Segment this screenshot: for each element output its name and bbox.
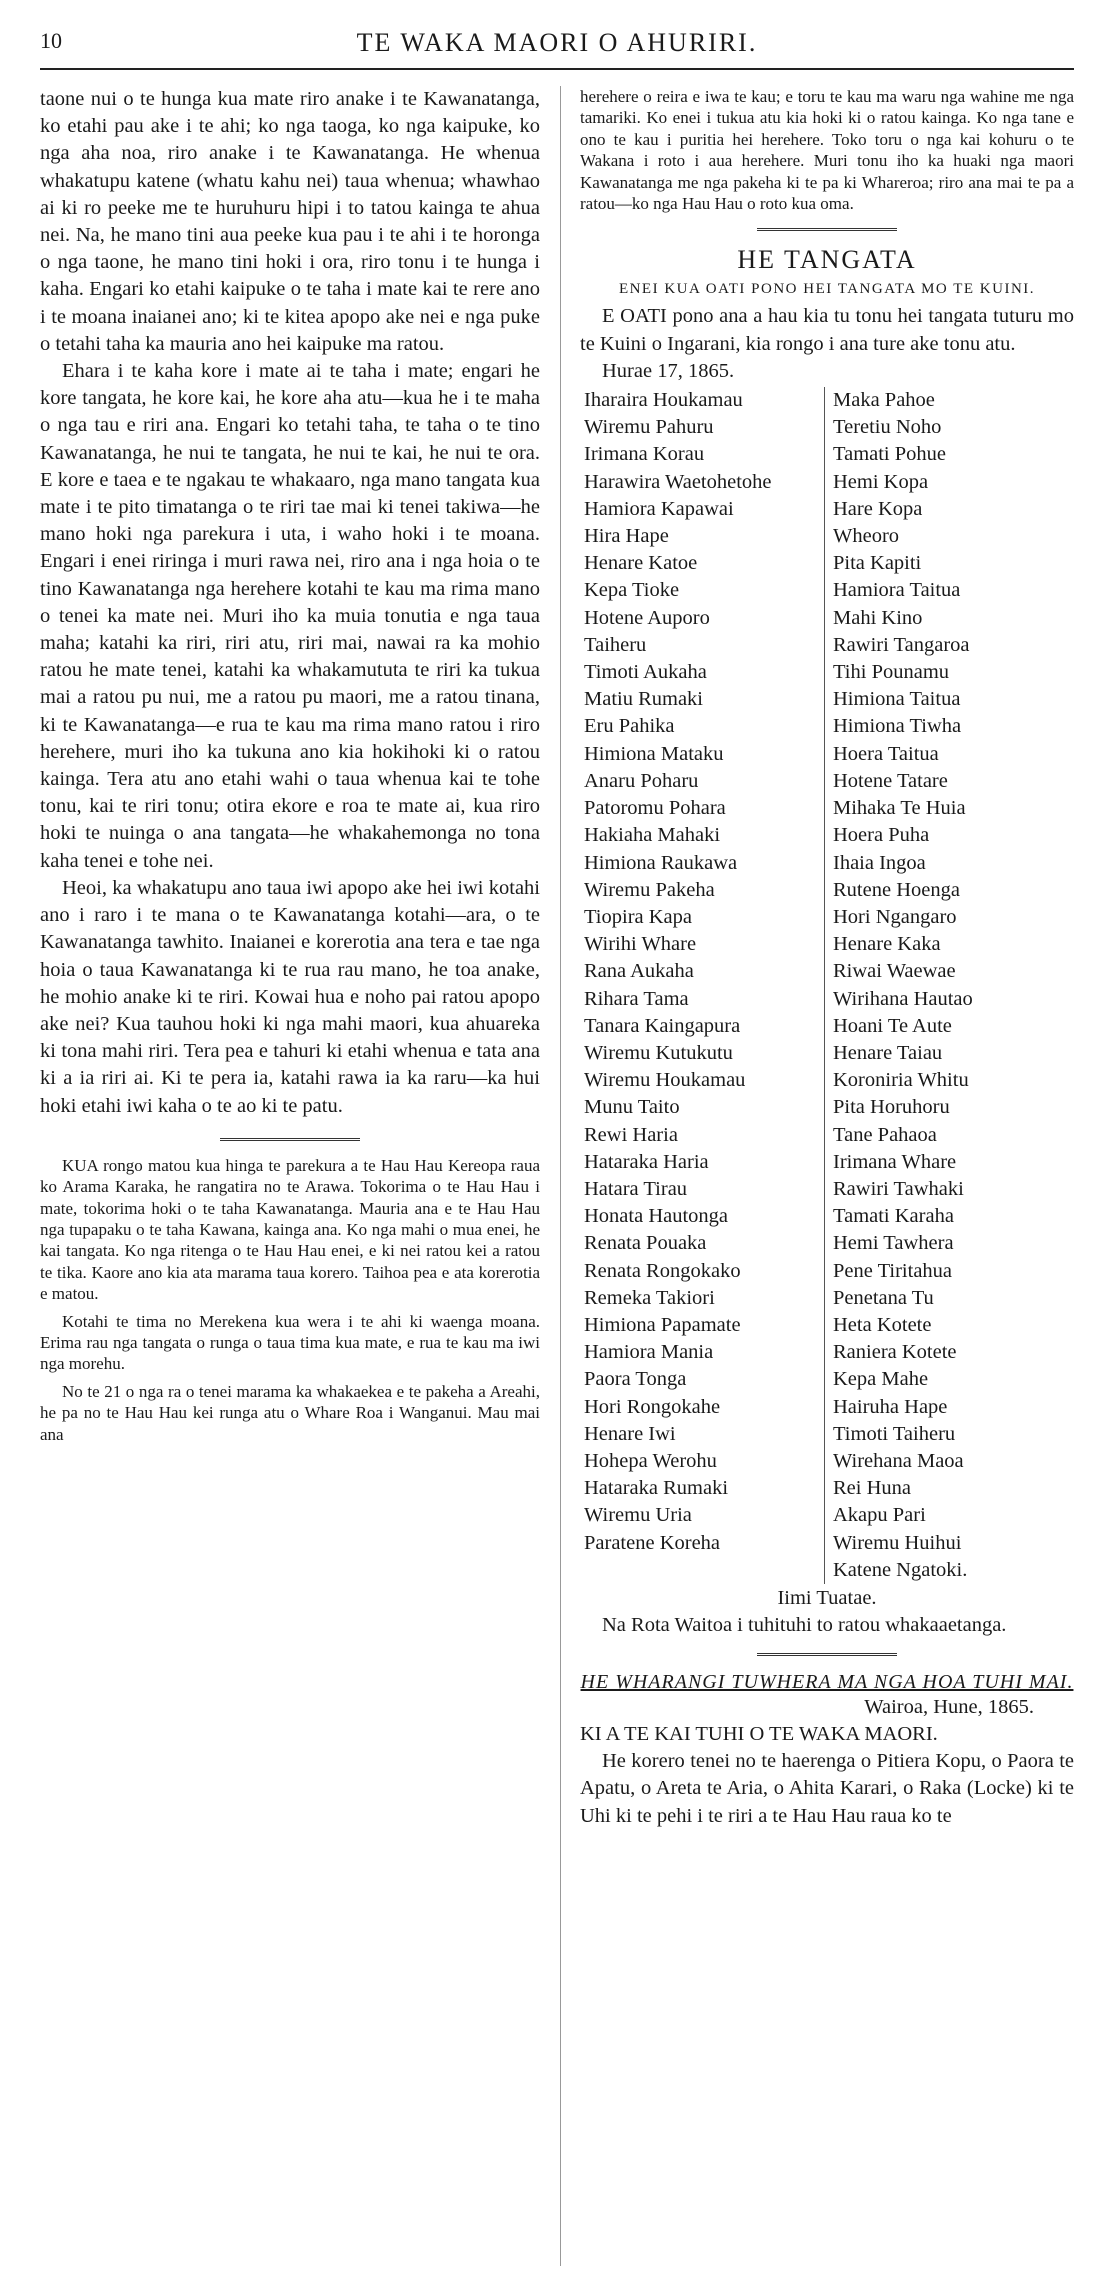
signatory-name: Mihaka Te Huia xyxy=(833,797,966,820)
letter-dateline: Wairoa, Hune, 1865. xyxy=(864,1696,1034,1719)
signatory-name: Tane Pahaoa xyxy=(833,1123,937,1146)
signatory-name: Taiheru xyxy=(584,633,647,656)
signatory-name: Akapu Pari xyxy=(833,1504,926,1527)
signatory-name: Henare Taiau xyxy=(833,1041,943,1064)
signatory-name: Hohepa Werohu xyxy=(584,1449,717,1472)
signatory-name: Katene Ngatoki. xyxy=(833,1558,968,1581)
oath-date: Hurae 17, 1865. xyxy=(602,359,735,382)
signatory-name: Rihara Tama xyxy=(584,987,689,1010)
signatory-name: Maka Pahoe xyxy=(833,389,935,412)
signatory-name: Hataraka Haria xyxy=(584,1150,709,1173)
signatory-name: Anaru Poharu xyxy=(584,769,699,792)
signatory-name: Hori Rongokahe xyxy=(584,1395,721,1418)
signatory-name: Renata Pouaka xyxy=(584,1232,707,1255)
signatory-name: Hamiora Taitua xyxy=(833,579,961,602)
signatory-name: Wiremu Pakeha xyxy=(584,878,715,901)
signatory-name: Tiopira Kapa xyxy=(584,905,692,928)
right-column xyxy=(580,86,1074,1830)
signatory-name: Timoti Taiheru xyxy=(833,1422,956,1445)
oath-heading: HE TANGATA xyxy=(737,245,917,275)
signatory-name: Hakiaha Mahaki xyxy=(584,824,721,847)
signatory-name: Renata Rongokako xyxy=(584,1259,741,1282)
signatory-name: Wheoro xyxy=(833,525,900,548)
signatory-name: Hoera Puha xyxy=(833,824,930,847)
signatory-name: Hemi Tawhera xyxy=(833,1232,954,1255)
news-item: No te 21 o nga ra o tenei marama ka whakaekea e te pakeha a Areahi, he pa no te Hau Hau kei runga atu o Whare Roa i Wanganui. Mau mai ana xyxy=(40,1381,540,1444)
signatory-name: Iharaira Houkamau xyxy=(584,389,743,412)
signatory-name: Rawiri Tawhaki xyxy=(833,1177,964,1200)
article-paragraph: Ehara i te kaha kore i mate ai te taha i mate; engari he kore tangata, he kore kai, he kore aha atu—kua he i te maha o nga tau e riri ana. Engari ko tetahi taha, te taha o te tino Kawanatanga, he nui te tangata, he nui te kai, he nui te ora. E kore e taea e te ngakau te whakaaro, nga mano tangata kua mate i te pito timatanga o te riri tae mai ki tenei takiwa—he mano hoki nga parekura i uta, i waho hoki i te moana. Engari i enei riringa i muri rawa nei, riro ana i nga hoia o te tino Kawanatanga nga herehere kotahi te kau ma rima mano o tenei ka mate nei. Muri iho ka muia tonutia e nga taua maha; katahi ka riri, riri atu, riri mai, nawai ra ka mohio ratou he mate tenei, katahi ka whakamututa te riri ka tukua mai a ratou pu nui, me a ratou pu maori, me a ratou tinana, ki te Kawanatanga—e rua te kau ma rima mano ratou i riro herehere, muri iho ka tukuna ano kia hokihoki ki o ratou kainga. Tera atu ano etahi wahi o taua whenua kai te tohe tonu, kai te riri tonu; otira ekore e roa te mate ai, kua riro hoki te nuinga o ana tangata—he whakahemonga no tona kaha tenei e tohe nei. xyxy=(40,360,540,872)
signatory-name: Eru Pahika xyxy=(584,715,675,738)
signatory-name: Pene Tiritahua xyxy=(833,1259,953,1282)
signatory-name: Riwai Waewae xyxy=(833,960,956,983)
signatory-name: Henare Kaka xyxy=(833,933,941,956)
signatory-name: Wirehana Maoa xyxy=(833,1449,964,1472)
letters-heading: HE WHARANGI TUWHERA MA NGA HOA TUHI MAI. xyxy=(580,1671,1074,1694)
signatory-name: Harawira Waetohetohe xyxy=(584,470,772,493)
column-divider xyxy=(560,86,561,2266)
oath-note: Na Rota Waitoa i tuhituhi to ratou whakaaetanga. xyxy=(602,1613,1007,1636)
signatory-name: Matiu Rumaki xyxy=(584,688,704,711)
signatory-name: Hamiora Kapawai xyxy=(584,497,734,520)
letter-text: He korero tenei no te haerenga o Pitiera Kopu, o Paora te Apatu, o Areta te Aria, o Ahita Karari, o Raka (Locke) ki te Uhi ki te pehi i te riri a te Hau Hau raua ko te xyxy=(580,1750,1074,1827)
masthead-title: TE WAKA MAORI O AHURIRI. xyxy=(356,28,758,57)
signatory-name: Rawiri Tangaroa xyxy=(833,633,970,656)
signatory-name: Henare Iwi xyxy=(584,1422,676,1445)
letter-salutation: KI A TE KAI TUHI O TE WAKA MAORI. xyxy=(580,1723,938,1746)
news-item: KUA rongo matou kua hinga te parekura a te Hau Hau Kereopa raua ko Arama Karaka, he rangatira no te Arawa. Tokorima o te Hau Hau i mate, tokorima hoki o te taha Kawanatanga. Mauria ana e te Hau Hau nga tupapaku o te taha Kawana, kainga ana. Ko nga mahi o mua enei, he kai tangata. Ko nga ritenga o te Hau Hau enei, e ki nei ratou kei a ratou te tika. Kaore ano kia ata marama taua korero. Taihoa pea e ata korerotia e matou. xyxy=(40,1155,540,1304)
signatory-name: Rewi Haria xyxy=(584,1123,678,1146)
news-item-continued: herehere o reira e iwa te kau; e toru te kau ma waru nga wahine me nga tamariki. Ko enei i tukua atu kia hoki ki o ratou kainga. Ko nga tane e ono te kau i puritia hei herehere. Toko toru o nga kai kohuru o te Wakana i roto i aua herehere. Muri tonu iho ka huaki nga maori Kawanatanga me nga pakeha ki te pa ki Whareroa; riro ana mai te pa a ratou—ko nga Hau Hau o roto kua oma. xyxy=(580,87,1074,214)
signatory-name: Wiremu Pahuru xyxy=(584,416,714,439)
signatory-name: Kepa Tioke xyxy=(584,579,680,602)
signatory-name: Himiona Papamate xyxy=(584,1313,741,1336)
signatory-name: Hamiora Mania xyxy=(584,1341,714,1364)
news-item: Kotahi te tima no Merekena kua wera i te ahi ki waenga moana. Erima rau nga tangata o runga o taua tima kua mate, e rua te kau ma iwi nga morehu. xyxy=(40,1311,540,1374)
left-column xyxy=(40,86,540,1445)
signatory-name: Heta Kotete xyxy=(833,1313,932,1336)
signatory-name: Wirihana Hautao xyxy=(833,987,973,1010)
article-paragraph: taone nui o te hunga kua mate riro anake i te Kawanatanga, ko etahi pau ake i te ahi; ko nga taoga, ko nga kaipuke, ko nga aha noa, riro anake i te Kawanatanga. He whenua whakatupu katene (whatu kahu nei) taua whenua; whawhao ai ki ro peeke me te huruhuru hipi i to tatou kainga te ahua nei. Na, he mano tini aua peeke kua pau i te ahi i te horonga o nga taone, he mano tini hoki i ora, riro tonu i te hunga i kaha. Engari ko etahi kaipuke o te taha i mate kai te rere ano i te moana inaianei ano; ki te kitea apopo ake nei e nga puke o tetahi taha ka mauria ano hei kaipuke ma ratou. xyxy=(40,88,540,355)
signatory-name: Hori Ngangaro xyxy=(833,905,957,928)
oath-signatories xyxy=(580,387,1074,1584)
page-number: 10 xyxy=(40,28,62,53)
signatory-name: Himiona Mataku xyxy=(584,742,724,765)
signatories-right xyxy=(824,387,1074,1584)
signatory-name: Koroniria Whitu xyxy=(833,1069,969,1092)
signatory-name: Hoani Te Aute xyxy=(833,1014,952,1037)
signatory-name: Wiremu Houkamau xyxy=(584,1069,746,1092)
signatory-name: Hira Hape xyxy=(584,525,669,548)
signatory-name: Mahi Kino xyxy=(833,606,923,629)
signatory-name: Munu Taito xyxy=(584,1096,680,1119)
oath-text: E OATI pono ana a hau kia tu tonu hei tangata tuturu mo te Kuini o Ingarani, kia rongo i ana ture ake tonu atu. xyxy=(580,305,1074,355)
oath-subheading: ENEI KUA OATI PONO HEI TANGATA MO TE KUINI. xyxy=(618,281,1036,298)
signatory-name: Hotene Tatare xyxy=(833,769,948,792)
signatory-name: Ihaia Ingoa xyxy=(833,851,926,874)
signatory-name: Tihi Pounamu xyxy=(833,661,950,684)
signatory-name: Kepa Mahe xyxy=(833,1368,929,1391)
signatory-name: Rutene Hoenga xyxy=(833,878,960,901)
signatory-name: Hare Kopa xyxy=(833,497,923,520)
signatory-name: Remeka Takiori xyxy=(584,1286,715,1309)
signatory-name: Patoromu Pohara xyxy=(584,797,726,820)
signatory-name: Wiremu Uria xyxy=(584,1504,692,1527)
section-divider xyxy=(757,1653,897,1656)
signatory-name: Irimana Whare xyxy=(833,1150,957,1173)
signatory-name: Penetana Tu xyxy=(833,1286,934,1309)
signatory-name: Himiona Taitua xyxy=(833,688,961,711)
signatory-name: Tanara Kaingapura xyxy=(584,1014,741,1037)
signatory-name: Teretiu Noho xyxy=(833,416,942,439)
page-header xyxy=(40,28,1074,68)
header-rule xyxy=(40,68,1074,70)
oath-signer: Iimi Tuatae. xyxy=(777,1586,877,1609)
signatory-name: Henare Katoe xyxy=(584,552,698,575)
signatory-name: Rei Huna xyxy=(833,1477,911,1500)
signatory-name: Wiremu Kutukutu xyxy=(584,1041,733,1064)
newspaper-page xyxy=(40,28,1074,1827)
signatory-name: Hatara Tirau xyxy=(584,1177,688,1200)
signatory-name: Hairuha Hape xyxy=(833,1395,948,1418)
signatory-name: Tamati Pohue xyxy=(833,443,947,466)
signatory-name: Himiona Raukawa xyxy=(584,851,738,874)
signatory-name: Honata Hautonga xyxy=(584,1205,729,1228)
signatory-name: Wirihi Whare xyxy=(584,933,697,956)
signatory-name: Wiremu Huihui xyxy=(833,1531,962,1554)
article-paragraph: Heoi, ka whakatupu ano taua iwi apopo ake hei iwi kotahi ano i raro i te mana o te Kawanatanga kotahi—ara, o te Kawanatanga tawhito. Inaianei e korerotia ana tera e tae nga hoia o taua Kawanatanga ki te rua rau mano, he toa anake, he mohio anake ki te riri. Kowai hua e noho pai ratou apopo ake nei? Kua tauhou hoki ki nga mahi maori, kua ahuareka ki tona mahi riri. Tera pea e tahuri ki etahi whenua e tata ana ki a ia riri ai. Ki te pera ia, katahi rawa ia ka raru—ka hui hoki etahi iwi kaha o te ao ki te patu. xyxy=(40,876,540,1117)
signatory-name: Hemi Kopa xyxy=(833,470,929,493)
signatory-name: Paratene Koreha xyxy=(584,1531,721,1554)
signatory-name: Pita Kapiti xyxy=(833,552,922,575)
signatory-name: Timoti Aukaha xyxy=(584,661,707,684)
signatory-name: Hotene Auporo xyxy=(584,606,710,629)
signatory-name: Irimana Korau xyxy=(584,443,705,466)
signatory-name: Paora Tonga xyxy=(584,1368,687,1391)
signatory-name: Hataraka Rumaki xyxy=(584,1477,729,1500)
signatory-name: Raniera Kotete xyxy=(833,1341,957,1364)
signatory-name: Pita Horuhoru xyxy=(833,1096,950,1119)
signatory-name: Hoera Taitua xyxy=(833,742,939,765)
signatory-name: Tamati Karaha xyxy=(833,1205,954,1228)
signatory-name: Himiona Tiwha xyxy=(833,715,962,738)
signatories-left xyxy=(580,387,824,1584)
section-divider xyxy=(757,228,897,231)
section-divider xyxy=(220,1138,360,1141)
signatory-name: Rana Aukaha xyxy=(584,960,694,983)
